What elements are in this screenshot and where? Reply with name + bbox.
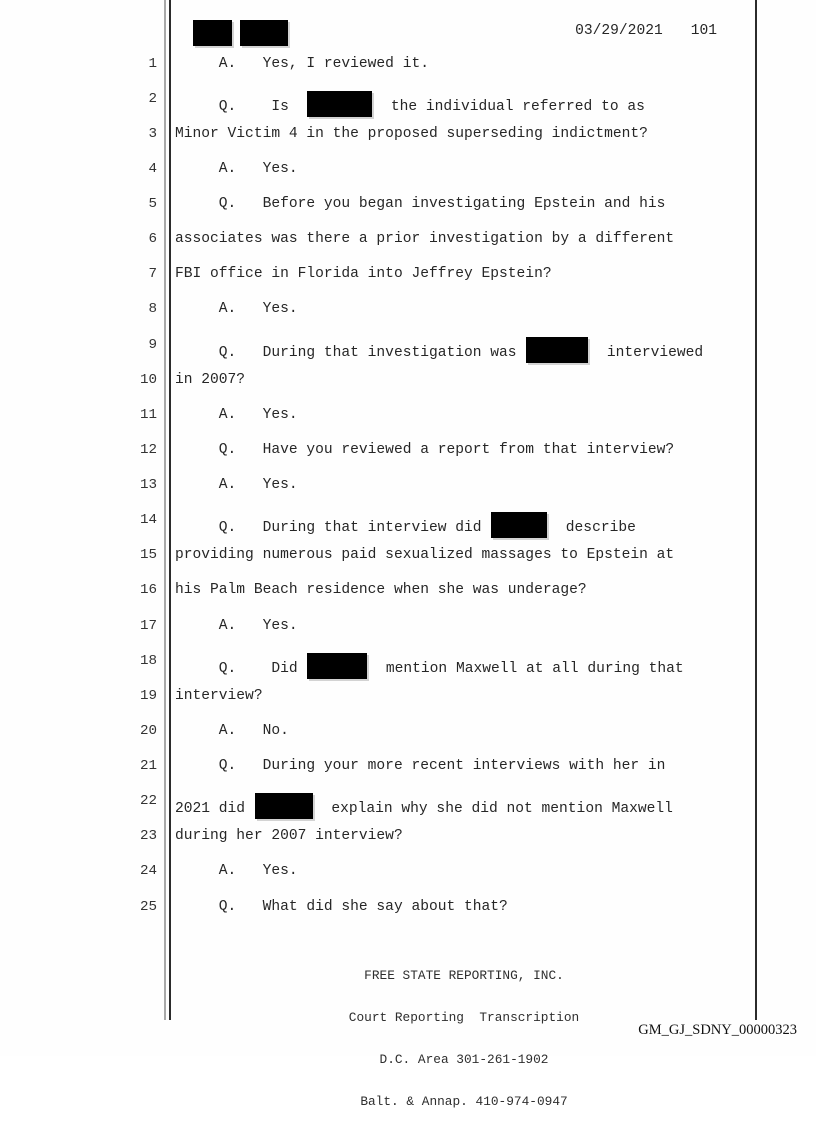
header-redactions (193, 20, 288, 46)
transcript-line (0, 266, 816, 286)
transcript-text: FBI office in Florida into Jeffrey Epstein? (175, 266, 552, 283)
line-text (175, 828, 403, 844)
transcript-line (0, 442, 816, 462)
line-number: 8 (148, 301, 157, 318)
line-text (175, 899, 508, 915)
line-number: 25 (139, 898, 157, 915)
transcript-line (0, 336, 816, 361)
line-text (175, 126, 648, 142)
transcript-text: in 2007? (175, 371, 246, 388)
redaction-box (307, 91, 372, 117)
transcript-line (0, 652, 816, 677)
transcript-line (0, 758, 816, 778)
line-text (175, 161, 298, 177)
line-text (175, 793, 673, 819)
header-page-number: 101 (690, 23, 717, 39)
line-text (175, 196, 665, 212)
redaction-box (307, 653, 367, 679)
reporter-footer (172, 941, 756, 1137)
transcript-text: Q. Have you reviewed a report from that interview? (175, 441, 675, 458)
transcript-text: A. Yes. (175, 477, 298, 494)
line-text (175, 337, 703, 363)
transcript-text: Q. Did (175, 660, 307, 677)
line-text (175, 723, 289, 739)
transcript-text: interview? (175, 687, 263, 704)
line-number: 24 (139, 863, 157, 880)
transcript-line (0, 618, 816, 638)
redaction-box (526, 337, 588, 363)
line-text (175, 758, 665, 774)
line-number: 10 (139, 371, 157, 388)
line-text (175, 301, 298, 317)
transcript-line (0, 547, 816, 567)
line-number: 11 (139, 406, 157, 423)
footer-line: D.C. Area 301-261-1902 (379, 1052, 549, 1067)
line-number: 13 (139, 477, 157, 494)
redaction-box (193, 20, 232, 46)
transcript-text: Q. During that interview did (175, 520, 491, 537)
transcript-line (0, 793, 816, 818)
line-text (175, 477, 298, 493)
line-text (175, 56, 429, 72)
transcript-line (0, 582, 816, 602)
transcript-text: A. No. (175, 722, 289, 739)
transcript-line (0, 688, 816, 708)
line-text (175, 547, 674, 563)
line-text (175, 266, 552, 282)
footer-line: Balt. & Annap. 410-974-0947 (360, 1094, 568, 1109)
line-text (175, 512, 636, 538)
header-date: 03/29/2021 (575, 23, 663, 39)
transcript-text: Q. Before you began investigating Epstein and his (175, 196, 666, 213)
transcript-line (0, 161, 816, 181)
transcript-line (0, 126, 816, 146)
transcript-line (0, 196, 816, 216)
transcript-line (0, 828, 816, 848)
line-number: 20 (139, 722, 157, 739)
transcript-line (0, 723, 816, 743)
transcript-text: providing numerous paid sexualized massages to Epstein at (175, 547, 675, 564)
line-number: 3 (148, 125, 157, 142)
redaction-box (491, 512, 547, 538)
footer-line: Court Reporting Transcription (348, 1010, 580, 1025)
transcript-text: Q. Is (175, 98, 307, 115)
line-number: 6 (148, 231, 157, 248)
transcript-line (0, 899, 816, 919)
line-number: 7 (148, 266, 157, 283)
transcript-text: mention Maxwell at all during that (368, 660, 684, 677)
transcript-line (0, 407, 816, 427)
line-text (175, 372, 245, 388)
line-number: 15 (139, 547, 157, 564)
transcript-text: A. Yes. (175, 617, 298, 634)
transcript-text: describe (548, 520, 636, 537)
line-text (175, 688, 263, 704)
transcript-line (0, 90, 816, 115)
transcript-text: his Palm Beach residence when she was underage? (175, 582, 587, 599)
transcript-text: the individual referred to as (373, 98, 645, 115)
transcript-line (0, 301, 816, 321)
transcript-line (0, 56, 816, 76)
line-number: 19 (139, 687, 157, 704)
line-text (175, 618, 298, 634)
line-number: 2 (148, 90, 157, 107)
line-number: 1 (148, 55, 157, 72)
footer-line: FREE STATE REPORTING, INC. (364, 968, 564, 983)
line-number: 17 (139, 617, 157, 634)
transcript-text: A. Yes. (175, 406, 298, 423)
transcript-text: associates was there a prior investigation by a different (175, 231, 675, 248)
line-text (175, 442, 674, 458)
transcript-text: during her 2007 interview? (175, 828, 403, 845)
line-number: 5 (148, 196, 157, 213)
bates-number: GM_GJ_SDNY_00000323 (638, 1022, 797, 1038)
transcript-line (0, 477, 816, 497)
transcript-text: A. Yes. (175, 863, 298, 880)
transcript-text: Q. During that investigation was (175, 344, 526, 361)
line-number: 23 (139, 828, 157, 845)
transcript-text: interviewed (589, 344, 704, 361)
redaction-box (255, 793, 313, 819)
line-text (175, 231, 674, 247)
redaction-box (240, 20, 288, 46)
line-text (175, 91, 645, 117)
line-text (175, 653, 684, 679)
date-page-header (575, 23, 717, 40)
line-number: 18 (139, 652, 157, 669)
line-text (175, 582, 587, 598)
line-number: 22 (139, 793, 157, 810)
line-number: 4 (148, 160, 157, 177)
line-number: 14 (139, 512, 157, 529)
line-number: 12 (139, 441, 157, 458)
transcript-text: Minor Victim 4 in the proposed superseding indictment? (175, 125, 648, 142)
line-number: 16 (139, 582, 157, 599)
transcript-line (0, 231, 816, 251)
transcript-line (0, 372, 816, 392)
line-number: 9 (148, 336, 157, 353)
transcript-text: Q. What did she say about that? (175, 898, 508, 915)
line-text (175, 407, 298, 423)
transcript-text: explain why she did not mention Maxwell (313, 801, 673, 818)
transcript-text: A. Yes. (175, 160, 298, 177)
line-text (175, 863, 298, 879)
transcript-text: Q. During your more recent interviews with her in (175, 758, 666, 775)
transcript-text: A. Yes. (175, 301, 298, 318)
transcript-line (0, 863, 816, 883)
transcript-text: A. Yes, I reviewed it. (175, 55, 429, 72)
transcript-text: 2021 did (175, 801, 254, 818)
transcript-line (0, 512, 816, 537)
line-number: 21 (139, 758, 157, 775)
